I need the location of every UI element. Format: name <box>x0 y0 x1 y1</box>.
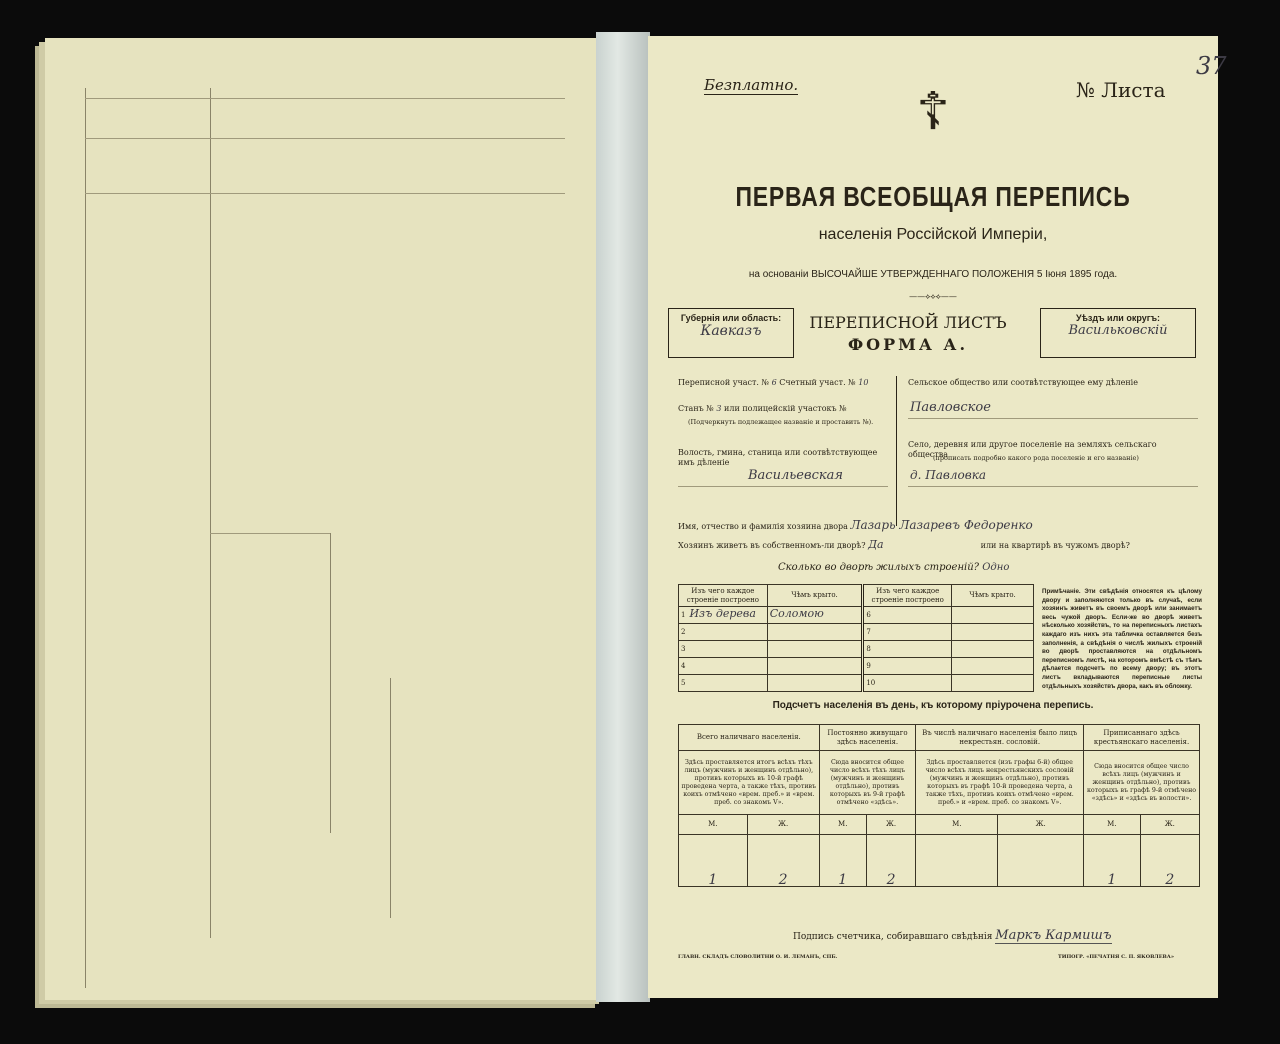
underline <box>678 486 888 487</box>
table-cell <box>767 624 863 641</box>
col-header: Чѣмъ крыто. <box>767 585 863 607</box>
buildings-field <box>778 562 1009 573</box>
male-header: М. <box>916 815 998 835</box>
cell-value: Соломою <box>769 607 824 621</box>
female-count: 2 <box>747 835 819 887</box>
col-header: Изъ чего каждое строеніе построено <box>679 585 768 607</box>
table-cell <box>767 607 863 624</box>
legal-basis: на основаніи ВЫСОЧАЙШЕ УТВЕРЖДЕННАГО ПОЛОЖЕНІЯ 5 Іюня 1895 года. <box>748 269 1118 280</box>
label: Станъ № <box>678 404 714 413</box>
divider <box>896 376 897 526</box>
desc-row <box>679 751 1200 815</box>
village-value: д. Павловка <box>910 468 987 482</box>
table-row <box>679 658 1034 675</box>
male-count: 1 <box>819 835 866 887</box>
district-label: Уѣздъ или округъ: <box>1075 313 1161 323</box>
society-label: Сельское общество или соотвѣтствующее ему дѣленіе <box>908 378 1138 387</box>
ornament: ——⟡⟡⟡—— <box>909 292 957 301</box>
table-cell <box>767 641 863 658</box>
female-header: Ж. <box>1140 815 1199 835</box>
col-header: Изъ чего каждое строеніе построено <box>863 585 952 607</box>
village-note: (прописать подробно какого рода поселеніе и его названіе) <box>933 454 1139 462</box>
table-line <box>330 533 331 833</box>
table-cell <box>767 658 863 675</box>
table-cell <box>863 658 952 675</box>
form-title: ПЕРВАЯ ВСЕОБЩАЯ ПЕРЕПИСЬ <box>735 181 1131 212</box>
label: Сколько во дворѣ жилыхъ строеній? <box>778 562 980 573</box>
table-row <box>679 675 1034 692</box>
group-header: Всего наличнаго населенія. <box>679 725 820 751</box>
label: Переписной участ. № <box>678 378 770 387</box>
table-line <box>85 138 565 139</box>
volost-label: Волость, гмина, станица или соотвѣтствующее имъ дѣленіе <box>678 448 878 467</box>
form-title-2: ФОРМА А. <box>847 335 969 354</box>
table-line <box>210 533 330 534</box>
row-number: 6 <box>866 611 871 620</box>
header-row <box>679 725 1200 751</box>
male-header: М. <box>1084 815 1141 835</box>
female-count: 2 <box>1140 835 1199 887</box>
table-line <box>210 88 211 938</box>
village-label: Село, деревня или другое поселеніе на земляхъ сельскаго общества <box>908 440 1157 459</box>
table-cell <box>767 675 863 692</box>
row-number: 7 <box>866 628 871 637</box>
group-header: Постоянно живущаго здѣсь населенія. <box>819 725 916 751</box>
row-number: 3 <box>681 645 686 654</box>
table-cell <box>952 607 1034 624</box>
table-row <box>679 607 1034 624</box>
table-cell <box>952 675 1034 692</box>
buildings-table <box>678 584 1034 692</box>
own-yard-field <box>678 540 1198 551</box>
table-row <box>679 641 1034 658</box>
signature: Маркъ Кармишъ <box>995 928 1112 943</box>
underline <box>908 486 1198 487</box>
printer-right: ТИПОГР. «ПЕЧАТНЯ С. П. ЯКОВЛЕВА» <box>1058 954 1174 960</box>
signature-field <box>793 928 1112 943</box>
form-name <box>798 312 1018 356</box>
sex-row <box>679 815 1200 835</box>
value: Одно <box>982 562 1010 573</box>
table-row <box>679 624 1034 641</box>
label: Счетный участ. № <box>779 378 856 387</box>
table-line <box>390 678 391 918</box>
female-count <box>998 835 1084 887</box>
row-number: 8 <box>866 645 871 654</box>
value: Да <box>868 538 884 551</box>
male-count: 1 <box>1084 835 1141 887</box>
row-number: 2 <box>681 628 686 637</box>
province-label: Губернія или область: <box>680 313 782 323</box>
population-count-table <box>678 724 1200 887</box>
free-label: Безплатно. <box>704 76 799 94</box>
printer-left: ГЛАВН. СКЛАДЪ СЛОВОЛИТНИ О. И. ЛЕМАНЪ, СПБ. <box>678 954 838 960</box>
province-value: Кавказъ <box>700 323 762 339</box>
volost-value: Васильевская <box>748 468 843 483</box>
female-header: Ж. <box>866 815 916 835</box>
district-box <box>1040 308 1196 358</box>
row-number: 5 <box>681 679 686 688</box>
census-form-page <box>648 36 1227 998</box>
table-line <box>85 193 565 194</box>
stan-note: (Подчеркнуть подлежащее названіе и проставить №). <box>688 418 874 426</box>
table-cell <box>679 624 768 641</box>
underline <box>908 418 1198 419</box>
form-title-1: ПЕРЕПИСНОЙ ЛИСТЪ <box>809 313 1007 332</box>
district-value: Васильковскій <box>1068 323 1168 338</box>
col-header: Чѣмъ крыто. <box>952 585 1034 607</box>
group-description: Здѣсь проставляется (изъ графы 6-й) общее число всѣхъ лицъ некрестьянскихъ сословій (мужчинъ и женщинъ отдѣльно), противъ которыхъ въ графѣ 10-й проведена черта, а также тѣхъ, противъ коихъ отмѣчено «врем. преб.» и «врем. преб. со знакомъ V». <box>916 751 1084 815</box>
value-row <box>679 835 1200 887</box>
row-number: 10 <box>866 679 876 688</box>
label: Подпись счетчика, собиравшаго свѣдѣнія <box>793 932 993 942</box>
table-cell <box>952 624 1034 641</box>
stan-field <box>678 404 888 414</box>
cell-value: Изъ дерева <box>689 607 756 621</box>
owner-field <box>678 520 1198 532</box>
table-line <box>85 88 86 988</box>
group-header: Приписаннаго здѣсь крестьянскаго населенія. <box>1084 725 1200 751</box>
census-area-field <box>678 378 888 388</box>
society-value: Павловское <box>910 400 991 415</box>
group-header: Въ числѣ наличнаго населенія было лицъ некрестьян. сословій. <box>916 725 1084 751</box>
table-cell <box>863 624 952 641</box>
female-header: Ж. <box>998 815 1084 835</box>
table-cell <box>679 641 768 658</box>
province-box <box>668 308 794 358</box>
male-header: М. <box>679 815 748 835</box>
value: 10 <box>858 378 869 387</box>
table-line <box>85 98 565 99</box>
value: 3 <box>716 404 722 413</box>
row-number: 9 <box>866 662 871 671</box>
table-cell <box>863 675 952 692</box>
count-title: Подсчетъ населенія въ день, къ которому пріурочена перепись. <box>772 700 1094 711</box>
value: 6 <box>771 378 777 387</box>
table-cell <box>679 607 768 624</box>
male-count <box>916 835 998 887</box>
sheet-number: 37 <box>1196 52 1227 80</box>
form-subtitle: населенія Россійской Имперіи, <box>818 226 1048 243</box>
female-count: 2 <box>866 835 916 887</box>
book-spine <box>596 32 650 1002</box>
table-cell <box>863 607 952 624</box>
note-text: Примѣчаніе. Эти свѣдѣнія относятся къ цѣлому двору и заполняются только въ случаѣ, если хозяинъ живетъ въ своемъ дворѣ или занимаетъ весь чужой дворъ. Если-же во дворѣ живетъ нѣсколько хозяйствъ, то на переписныхъ листахъ каждаго изъ нихъ эта табличка оставляется безъ заполненія, а свѣдѣнія о числѣ жилыхъ строеній во дворѣ проставляются на отдѣльномъ переписномъ листѣ, на которомъ вмѣстѣ съ тѣмъ дѣлается подсчетъ по всему двору; въ этотъ листъ вкладываются переписные листы отдѣльныхъ хозяйствъ двора, какъ въ обложку. <box>1042 588 1202 690</box>
group-description: Здѣсь проставляется итогъ всѣхъ тѣхъ лицъ (мужчинъ и женщинъ отдѣльно), противъ которыхъ въ 10-й графѣ проведена черта, а также тѣхъ, противъ коихъ отмѣчено «врем. преб.» и «врем. преб. со знакомъ V». <box>679 751 820 815</box>
label: Имя, отчество и фамилія хозяина двора <box>678 522 848 531</box>
owner-value: Лазарь Лазаревъ Федоренко <box>850 518 1033 532</box>
table-cell <box>679 658 768 675</box>
male-header: М. <box>819 815 866 835</box>
label: или на квартирѣ въ чужомъ дворѣ? <box>980 541 1130 550</box>
male-count: 1 <box>679 835 748 887</box>
table-cell <box>952 658 1034 675</box>
left-page-blank-form <box>45 38 605 1000</box>
row-number: 1 <box>681 611 686 620</box>
row-number: 4 <box>681 662 686 671</box>
sheet-number-label: № Листа <box>1076 78 1166 102</box>
label: Хозяинъ живетъ въ собственномъ-ли дворѣ? <box>678 541 866 550</box>
female-header: Ж. <box>747 815 819 835</box>
group-description: Сюда вносится общее число всѣхъ тѣхъ лицъ (мужчинъ и женщинъ отдѣльно), противъ которыхъ въ 9-й графѣ отмѣчено «здѣсь». <box>819 751 916 815</box>
table-cell <box>863 641 952 658</box>
label: или полицейскій участокъ № <box>724 404 847 413</box>
group-description: Сюда вносится общее число всѣхъ лицъ (мужчинъ и женщинъ отдѣльно), противъ которыхъ въ графѣ 9-й отмѣчено «здѣсь» и «здѣсь въ волости». <box>1084 751 1200 815</box>
table-cell <box>952 641 1034 658</box>
imperial-eagle-emblem: ☦ <box>916 82 950 142</box>
table-cell <box>679 675 768 692</box>
